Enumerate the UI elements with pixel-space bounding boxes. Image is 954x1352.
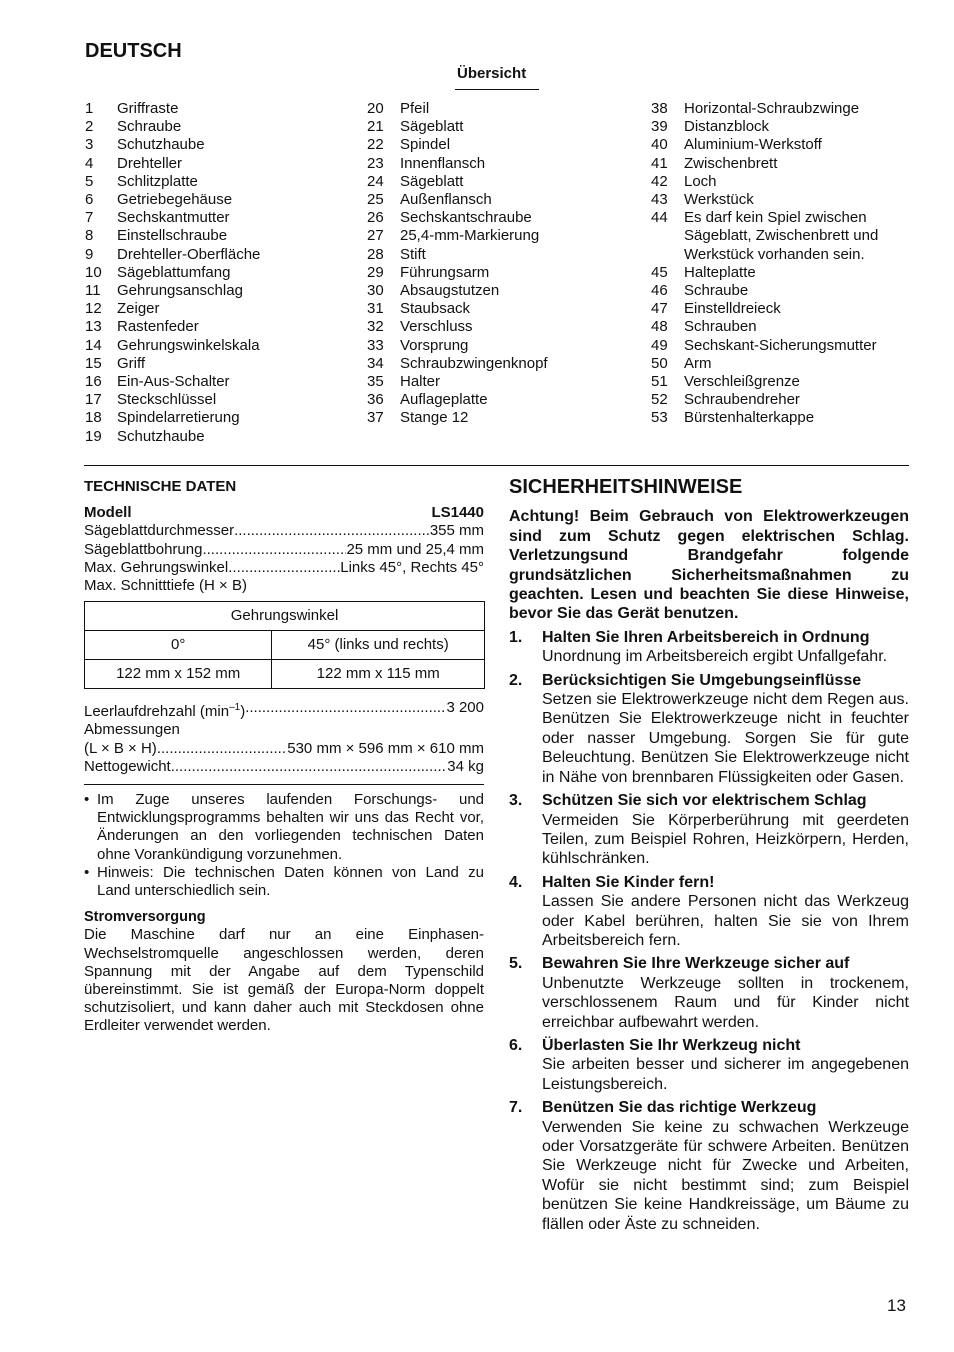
part-name: Schraube	[117, 118, 182, 136]
spec-row	[84, 559, 484, 577]
spec-value: 355 mm	[429, 522, 484, 540]
safety-item-number: 1.	[509, 628, 523, 646]
part-name: Arm	[684, 354, 712, 372]
part-number: 39	[651, 118, 668, 136]
safety-item-text: Setzen sie Elektrowerkzeuge nicht dem Regen aus. Benützen Sie Elektrowerkzeuge nicht in feuchter oder nasser Umgebung. Sorgen Sie für gute Beleuchtung. Benützen Sie Elektrowerkzeuge nicht in Nähe von brennbaren Flüssigkeiten oder Gasen.	[542, 691, 909, 786]
part-number: 43	[651, 191, 668, 209]
part-name: Sechskantmutter	[117, 209, 230, 227]
part-number: 37	[367, 409, 384, 427]
part-number: 47	[651, 300, 668, 318]
part-name: Loch	[684, 172, 717, 190]
part-item	[367, 373, 548, 391]
part-item	[651, 100, 878, 118]
part-item	[651, 282, 878, 300]
part-name: Sägeblatt	[400, 118, 464, 136]
part-number: 34	[367, 354, 384, 372]
part-number: 17	[85, 391, 102, 409]
idle-speed-row	[84, 699, 484, 721]
part-item	[651, 300, 878, 318]
part-item	[85, 282, 260, 300]
part-number: 25	[367, 191, 384, 209]
part-name: Werkstück vorhanden sein.	[684, 245, 865, 263]
idle-speed-value: 3 200	[446, 699, 484, 717]
part-item	[85, 373, 260, 391]
part-number: 21	[367, 118, 384, 136]
part-number: 27	[367, 227, 384, 245]
part-name: Sägeblatt	[400, 172, 464, 190]
part-number: 33	[367, 336, 384, 354]
part-number: 36	[367, 391, 384, 409]
safety-item-title: Halten Sie Ihren Arbeitsbereich in Ordnung	[542, 628, 870, 646]
part-name: Werkstück	[684, 191, 754, 209]
table-col1-head: 0°	[85, 631, 272, 660]
cut-depth-table	[84, 601, 485, 689]
part-item	[85, 209, 260, 227]
safety-item-title: Berücksichtigen Sie Umgebungseinflüsse	[542, 671, 862, 689]
weight-label: Nettogewicht	[84, 757, 171, 775]
model-row	[84, 504, 484, 522]
part-name: Zeiger	[117, 300, 160, 318]
part-item	[367, 209, 548, 227]
part-name: Stift	[400, 245, 426, 263]
part-number: 53	[651, 409, 668, 427]
part-name: Einstelldreieck	[684, 300, 781, 318]
part-item	[367, 318, 548, 336]
safety-intro: Achtung! Beim Gebrauch von Elektrowerkzeugen sind zum Schutz gegen elektrischen Schlag. Verletzungsund Brandgefahr folgende grundsätzlichen Sicherheitsmaßnahmen zu geachten. Lesen und beachten Sie diese Hinweise, bevor Sie das Gerät benutzen.	[509, 508, 909, 623]
part-item	[85, 318, 260, 336]
overview-underline	[455, 89, 539, 90]
safety-item-text: Verwenden Sie keine zu schwachen Werkzeuge oder Vorsatzgeräte für schwere Arbeiten. Benützen Sie Werkzeuge nicht für Zwecke und Arbeiten, Wofür sie nicht bestimmt sind; zum Beispiel benützen Sie keine Handkreissäge, um Bäume zu flällen oder Äste zu schneiden.	[542, 1118, 909, 1233]
part-number: 46	[651, 282, 668, 300]
power-supply-text: Die Maschine darf nur an eine Einphasen-Wechselstromquelle angeschlossen werden, deren Spannung mit der Angabe auf dem Typenschild übereinstimmt. Sie ist gemäß der Europa-Norm doppelt schutzisoliert, und kann daher auch mit Steckdosen ohne Erdleiter verwendet werden.	[84, 926, 484, 1035]
part-name: Auflageplatte	[400, 391, 488, 409]
part-name: Stange 12	[400, 409, 469, 427]
dimensions-value: 530 mm × 596 mm × 610 mm	[287, 739, 484, 757]
part-name: Sechskantschraube	[400, 209, 532, 227]
part-number: 4	[85, 154, 94, 172]
part-name: Steckschlüssel	[117, 391, 217, 409]
part-number: 52	[651, 391, 668, 409]
part-name: Führungsarm	[400, 263, 490, 281]
part-number: 29	[367, 263, 384, 281]
part-item	[367, 246, 548, 264]
part-name: Außenflansch	[400, 191, 492, 209]
part-item	[85, 100, 260, 118]
part-name: Bürstenhalterkappe	[684, 409, 815, 427]
part-item	[367, 409, 548, 427]
table-col2-head: 45° (links und rechts)	[272, 631, 485, 660]
part-item	[367, 337, 548, 355]
part-number: 8	[85, 227, 94, 245]
part-name: 25,4-mm-Markierung	[400, 227, 540, 245]
part-item	[651, 355, 878, 373]
part-name: Einstellschraube	[117, 227, 228, 245]
part-number: 15	[85, 354, 102, 372]
part-item	[85, 409, 260, 427]
part-number: 5	[85, 172, 94, 190]
part-item	[651, 191, 878, 209]
part-number: 28	[367, 245, 384, 263]
spec-value: 25 mm und 25,4 mm	[346, 540, 484, 558]
part-name: Schutzhaube	[117, 427, 205, 445]
safety-item-title: Bewahren Sie Ihre Werkzeuge sicher auf	[542, 955, 850, 973]
part-name: Spindelarretierung	[117, 409, 240, 427]
part-item	[367, 155, 548, 173]
part-number: 23	[367, 154, 384, 172]
part-number: 48	[651, 318, 668, 336]
part-item	[85, 391, 260, 409]
parts-list-column-2	[367, 100, 548, 428]
language-heading: DEUTSCH	[85, 40, 182, 62]
part-number: 38	[651, 100, 668, 117]
part-number: 16	[85, 373, 102, 391]
part-name: Schutzhaube	[117, 136, 205, 154]
part-number	[651, 227, 684, 245]
part-number: 9	[85, 245, 94, 263]
part-name: Verschleißgrenze	[684, 373, 800, 391]
part-number: 22	[367, 136, 384, 154]
part-item	[651, 209, 878, 227]
part-item	[367, 173, 548, 191]
spec-label: Max. Gehrungswinkel	[84, 558, 229, 576]
safety-item-text: Vermeiden Sie Körperberührung mit geerdeten Teilen, zum Beispiel Rohren, Heizkörpern, Herden, kühlschränken.	[542, 811, 909, 868]
part-item	[367, 227, 548, 245]
part-number: 6	[85, 191, 94, 209]
safety-item-number: 3.	[509, 792, 523, 810]
part-item	[367, 282, 548, 300]
part-item	[85, 227, 260, 245]
table-header: Gehrungswinkel	[85, 602, 485, 631]
part-item	[85, 246, 260, 264]
part-name: Distanzblock	[684, 118, 770, 136]
part-item	[651, 318, 878, 336]
safety-item	[509, 1098, 909, 1234]
part-name: Innenflansch	[400, 154, 486, 172]
weight-value: 34 kg	[447, 757, 484, 775]
technical-data-title: TECHNISCHE DATEN	[84, 478, 237, 495]
part-number: 20	[367, 100, 384, 117]
spec-row	[84, 541, 484, 559]
part-number: 31	[367, 300, 384, 318]
part-item	[85, 264, 260, 282]
part-name: Zwischenbrett	[684, 154, 778, 172]
part-number: 32	[367, 318, 384, 336]
specs-divider	[84, 784, 484, 785]
weight-row	[84, 758, 484, 776]
part-name: Halteplatte	[684, 263, 756, 281]
part-name: Vorsprung	[400, 336, 469, 354]
part-item	[367, 355, 548, 373]
part-item	[367, 264, 548, 282]
safety-item	[509, 791, 909, 869]
safety-item	[509, 873, 909, 951]
safety-item-text: Unbenutzte Werkzeuge sollten in trockenem, verschlossenem Raum und für Kinder nicht erreichbar aufbewahrt werden.	[542, 974, 909, 1031]
part-name: Drehteller	[117, 154, 183, 172]
part-number: 45	[651, 263, 668, 281]
part-name: Getriebegehäuse	[117, 191, 233, 209]
safety-item	[509, 954, 909, 1032]
safety-title: SICHERHEITSHINWEISE	[509, 476, 743, 498]
power-supply-title: Stromversorgung	[84, 909, 206, 926]
model-value: LS1440	[431, 504, 484, 522]
part-item	[651, 155, 878, 173]
part-item	[367, 118, 548, 136]
part-item	[367, 391, 548, 409]
spec-row	[84, 522, 484, 540]
part-name: Rastenfeder	[117, 318, 199, 336]
part-item	[651, 136, 878, 154]
part-item	[85, 428, 260, 446]
safety-item-number: 7.	[509, 1099, 523, 1117]
part-item	[85, 355, 260, 373]
part-item	[85, 173, 260, 191]
part-item	[85, 118, 260, 136]
part-name: Horizontal-Schraubzwinge	[684, 100, 860, 117]
table-col1-value: 122 mm x 152 mm	[85, 660, 272, 689]
part-number: 49	[651, 336, 668, 354]
part-item	[85, 300, 260, 318]
overview-title: Übersicht	[457, 65, 527, 82]
safety-item	[509, 1036, 909, 1094]
part-number: 35	[367, 373, 384, 391]
safety-item-number: 6.	[509, 1036, 523, 1054]
part-name: Drehteller-Oberfläche	[117, 245, 261, 263]
part-number: 14	[85, 336, 102, 354]
safety-item-title: Benützen Sie das richtige Werkzeug	[542, 1099, 817, 1117]
part-number: 44	[651, 209, 668, 227]
part-number: 19	[85, 427, 102, 445]
part-number: 1	[85, 100, 94, 117]
part-item	[367, 191, 548, 209]
part-number: 50	[651, 354, 668, 372]
dimensions-row	[84, 740, 484, 758]
part-name: Griffraste	[117, 100, 179, 117]
bullet-item: • Im Zuge unseres laufenden Forschungs- und Entwicklungsprogramms behalten wir uns das Recht vor, Änderungen an den vorliegenden technischen Daten ohne Vorankündigung vorzunehmen.	[84, 791, 484, 863]
part-number: 41	[651, 154, 668, 172]
part-number: 42	[651, 172, 668, 190]
part-number: 13	[85, 318, 102, 336]
part-name: Schrauben	[684, 318, 757, 336]
part-name: Schraubzwingenknopf	[400, 354, 548, 372]
spec-value: Links 45°, Rechts 45°	[340, 558, 484, 576]
part-name: Gehrungsanschlag	[117, 282, 243, 300]
part-number: 11	[85, 282, 101, 300]
part-item	[85, 155, 260, 173]
part-item	[651, 227, 878, 245]
safety-item-number: 4.	[509, 873, 523, 891]
part-name: Griff	[117, 354, 146, 372]
part-name: Schraube	[684, 282, 749, 300]
spec-label: Sägeblattdurchmesser	[84, 522, 235, 540]
parts-list-column-3	[651, 100, 878, 428]
part-name: Spindel	[400, 136, 451, 154]
part-number: 24	[367, 172, 384, 190]
section-divider	[84, 465, 909, 466]
dimensions-label: Abmessungen	[84, 721, 180, 739]
part-name: Sägeblattumfang	[117, 263, 231, 281]
safety-item-text: Lassen Sie andere Personen nicht das Werkzeug oder Kabel berühren, halten Sie sie von Ihrem Arbeitsbereich fern.	[542, 893, 909, 949]
part-item	[367, 300, 548, 318]
part-number: 2	[85, 118, 94, 136]
part-item	[651, 264, 878, 282]
part-number: 18	[85, 409, 102, 427]
safety-item-text: Unordnung im Arbeitsbereich ergibt Unfallgefahr.	[542, 648, 888, 666]
part-name: Pfeil	[400, 100, 430, 117]
model-label: Modell	[84, 504, 132, 522]
part-name: Sägeblatt, Zwischenbrett und	[684, 227, 879, 245]
part-name: Schraubendreher	[684, 391, 800, 409]
part-item	[651, 246, 878, 264]
part-item	[651, 173, 878, 191]
part-item	[85, 136, 260, 154]
part-number	[651, 246, 684, 264]
safety-item-title: Halten Sie Kinder fern!	[542, 873, 715, 891]
part-name: Es darf kein Spiel zwischen	[684, 209, 867, 227]
technical-data-section	[84, 478, 484, 1036]
spec-label: Sägeblattbohrung	[84, 540, 203, 558]
part-number: 30	[367, 282, 384, 300]
part-item	[85, 337, 260, 355]
part-item	[651, 373, 878, 391]
safety-item-number: 2.	[509, 671, 523, 689]
part-item	[85, 191, 260, 209]
safety-item-title: Schützen Sie sich vor elektrischem Schlag	[542, 792, 867, 810]
part-number: 40	[651, 136, 668, 154]
part-number: 10	[85, 263, 102, 281]
safety-item-number: 5.	[509, 955, 523, 973]
part-item	[651, 409, 878, 427]
part-name: Aluminium-Werkstoff	[684, 136, 822, 154]
part-name: Schlitzplatte	[117, 172, 198, 190]
bullet-item: • Hinweis: Die technischen Daten können von Land zu Land unterschiedlich sein.	[84, 863, 484, 900]
part-number: 26	[367, 209, 384, 227]
part-item	[651, 118, 878, 136]
dimensions-sub: (L × B × H)	[84, 739, 157, 757]
part-number: 12	[85, 300, 102, 318]
safety-item	[509, 671, 909, 787]
table-col2-value: 122 mm x 115 mm	[272, 660, 485, 689]
safety-item-text: Sie arbeiten besser und sicherer im angegebenen Leistungsbereich.	[542, 1056, 909, 1093]
part-name: Ein-Aus-Schalter	[117, 373, 230, 391]
part-name: Gehrungswinkelskala	[117, 336, 260, 354]
part-number: 51	[651, 373, 668, 391]
safety-section	[509, 478, 909, 1234]
part-name: Halter	[400, 373, 441, 391]
part-item	[367, 100, 548, 118]
page-number: 13	[887, 1296, 906, 1315]
part-name: Staubsack	[400, 300, 471, 318]
safety-item	[509, 628, 909, 667]
cut-depth-label: Max. Schnitttiefe (H × B)	[84, 577, 247, 595]
part-item	[651, 337, 878, 355]
part-number: 7	[85, 209, 94, 227]
part-number: 3	[85, 136, 94, 154]
parts-list-column-1	[85, 100, 260, 446]
part-name: Absaugstutzen	[400, 282, 500, 300]
part-item	[367, 136, 548, 154]
part-name: Sechskant-Sicherungsmutter	[684, 336, 877, 354]
idle-speed-label: Leerlaufdrehzahl $(\min^{-1})$	[84, 702, 246, 721]
part-name: Verschluss	[400, 318, 473, 336]
part-item	[651, 391, 878, 409]
safety-item-title: Überlasten Sie Ihr Werkzeug nicht	[542, 1036, 801, 1054]
